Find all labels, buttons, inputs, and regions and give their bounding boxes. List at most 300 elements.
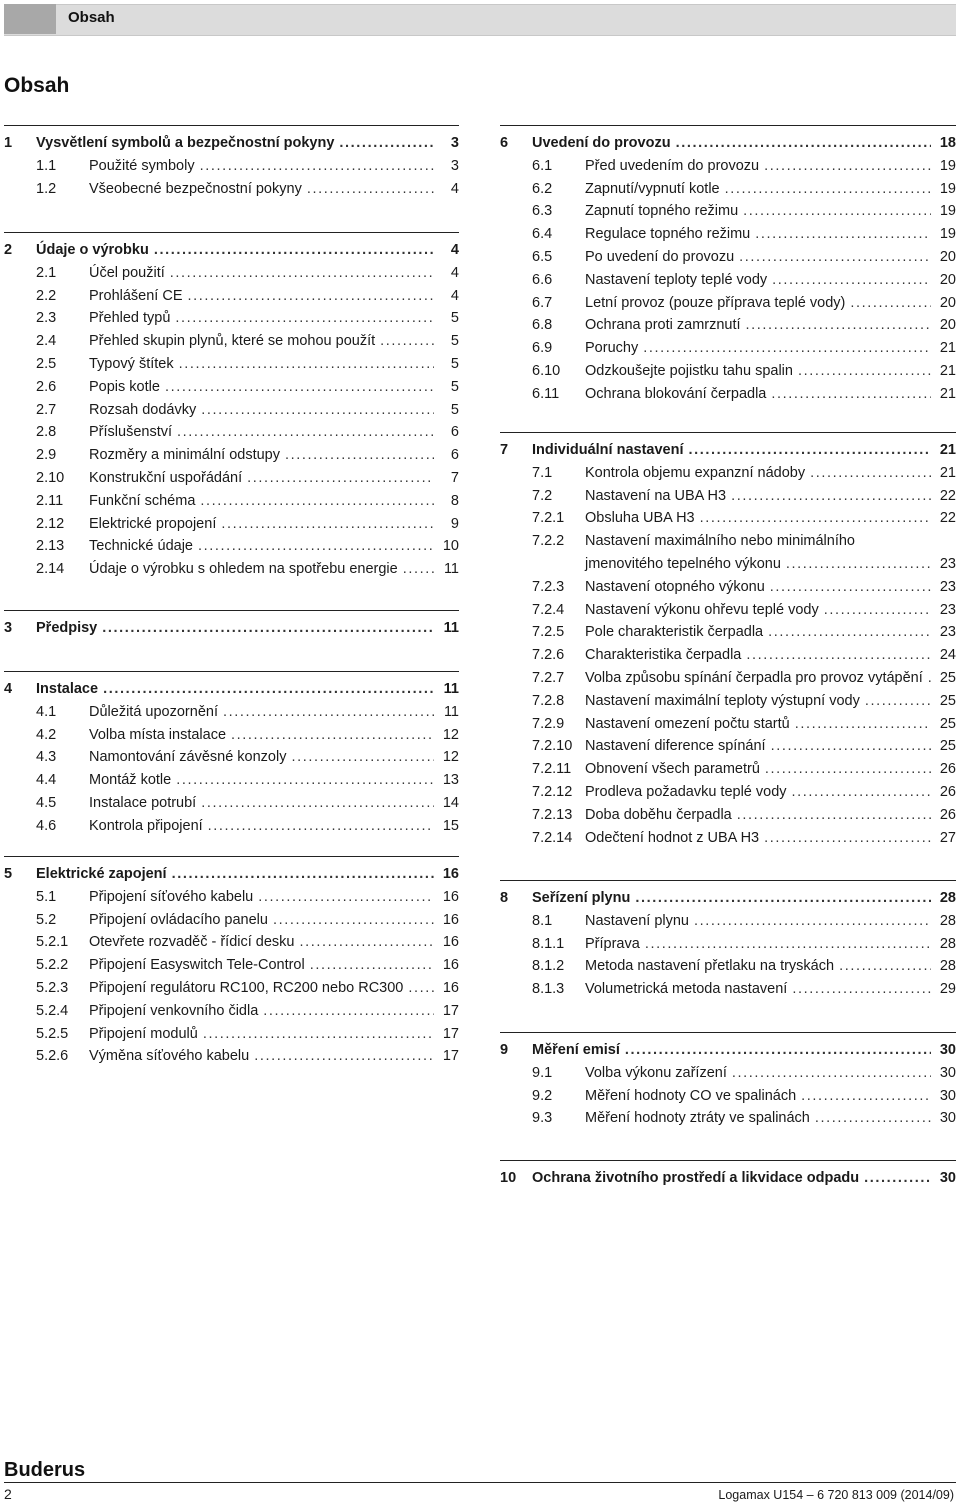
toc-entry-row[interactable] — [4, 310, 459, 333]
toc-entry-title: Prodleva požadavku teplé vody — [585, 783, 787, 800]
toc-entry-page: 19 — [939, 226, 956, 243]
toc-chapter-row[interactable] — [500, 1042, 956, 1065]
toc-entry-page: 7 — [450, 469, 459, 486]
toc-entry-row[interactable] — [4, 356, 459, 379]
toc-chapter-row[interactable] — [4, 681, 459, 704]
toc-dot-leader — [177, 424, 434, 440]
toc-dot-leader — [770, 579, 931, 595]
toc-entry-row[interactable] — [4, 934, 459, 957]
toc-entry-number: 6.2 — [532, 180, 553, 197]
toc-entry-row[interactable] — [4, 447, 459, 470]
toc-entry-title: Účel použití — [89, 264, 165, 281]
toc-entry-page: 20 — [939, 294, 956, 311]
toc-entry-row[interactable] — [4, 772, 459, 795]
toc-entry-row[interactable] — [500, 830, 956, 853]
toc-entry-number: 2.11 — [36, 492, 64, 509]
toc-entry-number: 5.2.5 — [36, 1025, 69, 1042]
toc-entry-number: 7.2.6 — [532, 647, 565, 664]
toc-entry-row[interactable] — [500, 465, 956, 488]
toc-entry-row[interactable] — [500, 807, 956, 830]
toc-entry-row[interactable] — [4, 912, 459, 935]
toc-entry-title: Připojení Easyswitch Tele-Control — [89, 957, 305, 974]
toc-dot-leader — [739, 249, 931, 265]
toc-dot-leader — [208, 818, 434, 834]
toc-entry-row[interactable] — [4, 749, 459, 772]
toc-entry-title: Nastavení maximálního nebo minimálního — [585, 533, 855, 550]
toc-section — [500, 1032, 956, 1133]
toc-dot-leader — [188, 288, 435, 304]
toc-entry-row[interactable] — [4, 424, 459, 447]
toc-entry-page: 28 — [939, 890, 956, 906]
toc-entry-title: Volba místa instalace — [89, 726, 227, 743]
toc-entry-page: 30 — [939, 1170, 956, 1186]
toc-dot-leader — [254, 1048, 434, 1064]
toc-entry-number: 2.1 — [36, 264, 57, 281]
toc-entry-page: 20 — [939, 248, 956, 265]
toc-entry-number: 6.6 — [532, 271, 553, 288]
toc-dot-leader — [172, 866, 434, 882]
toc-entry-row[interactable] — [500, 936, 956, 959]
toc-dot-leader — [768, 624, 931, 640]
toc-entry-page: 25 — [939, 669, 956, 686]
toc-dot-leader — [165, 379, 434, 395]
toc-entry-row[interactable] — [4, 288, 459, 311]
toc-section — [4, 671, 459, 841]
toc-entry-row[interactable] — [500, 693, 956, 716]
toc-entry-row[interactable] — [500, 533, 956, 556]
toc-entry-title: Kontrola objemu expanzní nádoby — [585, 464, 806, 481]
toc-entry-row[interactable] — [500, 386, 956, 409]
toc-entry-row[interactable] — [500, 340, 956, 363]
toc-dot-leader — [198, 538, 434, 554]
toc-dot-leader — [154, 242, 434, 258]
toc-entry-page: 28 — [939, 935, 956, 952]
toc-entry-title: Důležitá upozornění — [89, 703, 218, 720]
toc-entry-number: 4.2 — [36, 726, 57, 743]
toc-entry-title: Letní provoz (pouze příprava teplé vody) — [585, 294, 846, 311]
toc-entry-row[interactable] — [500, 981, 956, 1004]
toc-entry-title: Před uvedením do provozu — [585, 157, 760, 174]
toc-entry-title: Použité symboly — [89, 157, 195, 174]
toc-entry-page: 4 — [450, 264, 459, 281]
toc-entry-number: 6.9 — [532, 340, 553, 357]
toc-entry-number: 7.2 — [532, 487, 553, 504]
toc-entry-title: Nastavení teploty teplé vody — [585, 271, 768, 288]
toc-entry-number: 1.2 — [36, 180, 57, 197]
toc-entry-page: 26 — [939, 761, 956, 778]
toc-entry-page: 5 — [450, 378, 459, 395]
toc-entry-title: Připojení síťového kabelu — [89, 888, 254, 905]
toc-entry-page: 19 — [939, 203, 956, 220]
toc-entry-title: Individuální nastavení — [532, 442, 684, 458]
toc-entry-page: 16 — [442, 888, 459, 905]
toc-dot-leader — [200, 493, 434, 509]
toc-entry-number: 7.1 — [532, 464, 553, 481]
toc-entry-number: 4.4 — [36, 772, 57, 789]
toc-entry-number: 6.7 — [532, 294, 553, 311]
toc-entry-row[interactable] — [4, 957, 459, 980]
toc-dot-leader — [815, 1110, 931, 1126]
toc-entry-page: 5 — [450, 401, 459, 418]
toc-entry-row[interactable] — [500, 1110, 956, 1133]
toc-entry-page: 24 — [939, 647, 956, 664]
toc-dot-leader — [746, 647, 931, 663]
toc-entry-number: 7.2.12 — [532, 783, 573, 800]
toc-entry-page: 3 — [450, 157, 459, 174]
toc-entry-row[interactable] — [4, 402, 459, 425]
toc-entry-number: 5.2 — [36, 911, 57, 928]
toc-entry-row[interactable] — [4, 265, 459, 288]
toc-section — [500, 880, 956, 1004]
toc-entry-row[interactable] — [500, 488, 956, 511]
toc-dot-leader — [700, 510, 931, 526]
buderus-logo — [4, 1458, 104, 1480]
toc-entry-number: 6.3 — [532, 203, 553, 220]
toc-chapter-row[interactable] — [4, 242, 459, 265]
logo-text: Buderus — [4, 1459, 86, 1480]
toc-entry-number: 2.7 — [36, 401, 57, 418]
toc-dot-leader — [635, 890, 931, 906]
toc-entry-page: 30 — [939, 1110, 956, 1127]
toc-entry-number: 7.2.13 — [532, 806, 573, 823]
toc-entry-number: 2.12 — [36, 515, 65, 532]
toc-entry-title: Zapnutí/vypnutí kotle — [585, 180, 720, 197]
toc-section — [4, 232, 459, 584]
toc-entry-number: 6.8 — [532, 317, 553, 334]
toc-entry-title: Nastavení výkonu ohřevu teplé vody — [585, 601, 819, 618]
toc-entry-row[interactable] — [4, 818, 459, 841]
toc-entry-title: Elektrické zapojení — [36, 866, 167, 882]
toc-entry-title: Odzkoušejte pojistku tahu spalin — [585, 362, 793, 379]
toc-entry-page: 21 — [939, 385, 956, 402]
toc-entry-title: Instalace — [36, 681, 99, 697]
toc-entry-page: 21 — [939, 442, 956, 458]
toc-entry-title: jmenovitého tepelného výkonu — [585, 555, 781, 572]
toc-entry-number: 9 — [500, 1042, 509, 1058]
toc-entry-page: 17 — [442, 1002, 459, 1019]
toc-entry-page: 5 — [450, 310, 459, 327]
toc-entry-number: 2.8 — [36, 424, 57, 441]
toc-entry-number: 7.2.3 — [532, 578, 565, 595]
toc-entry-row[interactable] — [500, 1065, 956, 1088]
toc-entry-row[interactable] — [4, 538, 459, 561]
toc-entry-page: 11 — [443, 703, 459, 720]
toc-entry-page: 6 — [450, 424, 459, 441]
toc-entry-row[interactable] — [500, 226, 956, 249]
toc-entry-row[interactable] — [4, 158, 459, 181]
toc-entry-row[interactable] — [500, 295, 956, 318]
toc-entry-page: 10 — [442, 538, 459, 555]
header-title: Obsah — [68, 9, 115, 26]
toc-chapter-row[interactable] — [500, 1170, 956, 1193]
toc-dot-leader — [179, 356, 434, 372]
toc-dot-leader — [273, 912, 434, 928]
toc-entry-title: Seřízení plynu — [532, 890, 631, 906]
toc-section — [4, 856, 459, 1071]
toc-entry-number: 7.2.7 — [532, 669, 565, 686]
toc-dot-leader — [764, 830, 931, 846]
toc-entry-page: 5 — [450, 333, 459, 350]
toc-entry-title: Příslušenství — [89, 424, 172, 441]
toc-chapter-row[interactable] — [4, 135, 459, 158]
toc-dot-leader — [798, 363, 931, 379]
header-bar — [4, 4, 956, 36]
toc-dot-leader — [643, 340, 931, 356]
toc-dot-leader — [792, 981, 931, 997]
toc-entry-page: 26 — [939, 783, 956, 800]
toc-entry-row[interactable] — [500, 716, 956, 739]
toc-entry-number: 8 — [500, 890, 509, 906]
toc-entry-number: 4.5 — [36, 794, 57, 811]
toc-entry-page: 12 — [442, 749, 459, 766]
toc-entry-page: 28 — [939, 958, 956, 975]
toc-entry-row[interactable] — [500, 670, 956, 693]
toc-entry-page: 25 — [939, 738, 956, 755]
toc-dot-leader — [291, 749, 434, 765]
toc-entry-row[interactable] — [500, 738, 956, 761]
toc-entry-page: 25 — [939, 692, 956, 709]
toc-entry-page: 11 — [443, 681, 459, 697]
toc-entry-title: Metoda nastavení přetlaku na tryskách — [585, 958, 835, 975]
toc-entry-title: Údaje o výrobku — [36, 242, 149, 258]
toc-dot-leader — [928, 670, 931, 686]
toc-entry-page: 30 — [939, 1087, 956, 1104]
toc-entry-page: 16 — [442, 979, 459, 996]
toc-entry-page: 14 — [442, 794, 459, 811]
toc-entry-number: 2.3 — [36, 310, 57, 327]
toc-entry-row[interactable] — [500, 647, 956, 670]
toc-entry-page: 22 — [939, 510, 956, 527]
toc-entry-page: 18 — [939, 135, 956, 151]
toc-entry-number: 7.2.8 — [532, 692, 565, 709]
toc-entry-number: 2.9 — [36, 447, 57, 464]
toc-entry-row[interactable] — [4, 379, 459, 402]
toc-section — [500, 1160, 956, 1193]
toc-entry-number: 8.1 — [532, 912, 553, 929]
toc-entry-title: Charakteristika čerpadla — [585, 647, 742, 664]
toc-entry-title: Měření emisí — [532, 1042, 620, 1058]
toc-entry-row[interactable] — [500, 784, 956, 807]
toc-entry-page: 12 — [442, 726, 459, 743]
toc-entry-title: Funkční schéma — [89, 492, 196, 509]
toc-entry-number: 6.10 — [532, 362, 561, 379]
toc-entry-row[interactable] — [500, 556, 956, 579]
toc-section — [500, 432, 956, 852]
toc-entry-row[interactable] — [4, 181, 459, 204]
toc-entry-row[interactable] — [4, 980, 459, 1003]
footer-page-number: 2 — [4, 1486, 12, 1502]
toc-entry-row[interactable] — [4, 516, 459, 539]
toc-chapter-row[interactable] — [4, 866, 459, 889]
toc-entry-title: Všeobecné bezpečnostní pokyny — [89, 180, 302, 197]
toc-entry-page: 11 — [443, 561, 459, 578]
toc-dot-leader — [725, 181, 931, 197]
toc-entry-number: 6.4 — [532, 226, 553, 243]
toc-entry-title: Nastavení maximální teploty výstupní vody — [585, 692, 860, 709]
toc-entry-title: Volba výkonu zařízení — [585, 1064, 727, 1081]
toc-entry-row[interactable] — [4, 727, 459, 750]
toc-entry-number: 7.2.2 — [532, 533, 565, 550]
toc-entry-title: Technické údaje — [89, 538, 193, 555]
toc-entry-page: 21 — [939, 362, 956, 379]
toc-entry-title: Poruchy — [585, 340, 639, 357]
toc-entry-row[interactable] — [4, 333, 459, 356]
toc-entry-row[interactable] — [500, 624, 956, 647]
toc-entry-number: 2.10 — [36, 469, 65, 486]
toc-entry-row[interactable] — [500, 363, 956, 386]
toc-entry-row[interactable] — [4, 561, 459, 584]
toc-dot-leader — [223, 704, 434, 720]
toc-dot-leader — [746, 317, 931, 333]
toc-entry-page: 19 — [939, 157, 956, 174]
toc-entry-number: 7.2.14 — [532, 829, 573, 846]
toc-dot-leader — [645, 936, 931, 952]
toc-entry-number: 1.1 — [36, 157, 57, 174]
toc-entry-page: 23 — [939, 624, 956, 641]
toc-entry-title: Obnovení všech parametrů — [585, 761, 760, 778]
toc-entry-page: 17 — [442, 1025, 459, 1042]
toc-entry-page: 20 — [939, 317, 956, 334]
toc-entry-title: Výměna síťového kabelu — [89, 1048, 250, 1065]
toc-entry-row[interactable] — [500, 249, 956, 272]
toc-entry-title: Typový štítek — [89, 355, 174, 372]
toc-entry-page: 23 — [939, 601, 956, 618]
toc-entry-title: Popis kotle — [89, 378, 160, 395]
toc-entry-page: 19 — [939, 180, 956, 197]
toc-entry-page: 6 — [450, 447, 459, 464]
toc-entry-row[interactable] — [4, 704, 459, 727]
toc-entry-page: 30 — [939, 1042, 956, 1058]
toc-entry-title: Připojení modulů — [89, 1025, 198, 1042]
toc-entry-page: 3 — [450, 135, 459, 151]
toc-entry-number: 7.2.11 — [532, 761, 572, 778]
toc-entry-row[interactable] — [4, 795, 459, 818]
toc-dot-leader — [694, 913, 931, 929]
page-title: Obsah — [4, 74, 70, 97]
toc-entry-title: Regulace topného režimu — [585, 226, 751, 243]
toc-entry-number: 2.13 — [36, 538, 65, 555]
toc-section — [4, 610, 459, 643]
toc-dot-leader — [231, 727, 434, 743]
toc-entry-number: 2 — [4, 242, 13, 258]
toc-dot-leader — [755, 226, 931, 242]
toc-entry-title: Nastavení na UBA H3 — [585, 487, 727, 504]
toc-entry-page: 21 — [939, 464, 956, 481]
toc-dot-leader — [408, 980, 434, 996]
toc-entry-row[interactable] — [4, 470, 459, 493]
toc-entry-title: Kontrola připojení — [89, 817, 203, 834]
toc-entry-row[interactable] — [500, 272, 956, 295]
toc-entry-row[interactable] — [500, 761, 956, 784]
toc-chapter-row[interactable] — [500, 442, 956, 465]
toc-entry-row[interactable] — [500, 510, 956, 533]
toc-entry-row[interactable] — [4, 1048, 459, 1071]
toc-entry-page: 9 — [450, 515, 459, 532]
toc-entry-number: 5.2.2 — [36, 957, 69, 974]
toc-chapter-row[interactable] — [500, 135, 956, 158]
toc-entry-title: Konstrukční uspořádání — [89, 469, 243, 486]
toc-entry-title: Elektrické propojení — [89, 515, 217, 532]
toc-dot-leader — [737, 807, 931, 823]
toc-dot-leader — [221, 516, 434, 532]
toc-entry-title: Nastavení omezení počtu startů — [585, 715, 790, 732]
toc-entry-number: 8.1.2 — [532, 958, 565, 975]
toc-entry-page: 26 — [939, 806, 956, 823]
toc-entry-number: 1 — [4, 135, 13, 151]
toc-entry-title: Nastavení diference spínání — [585, 738, 766, 755]
toc-entry-title: Volba způsobu spínání čerpadla pro provoz vytápění — [585, 669, 923, 686]
footer-doc-reference: Logamax U154 – 6 720 813 009 (2014/09) — [718, 1488, 954, 1502]
toc-entry-row[interactable] — [500, 317, 956, 340]
toc-entry-title: Obsluha UBA H3 — [585, 510, 695, 527]
toc-dot-leader — [170, 265, 434, 281]
toc-entry-title: Pole charakteristik čerpadla — [585, 624, 764, 641]
toc-entry-row[interactable] — [500, 1088, 956, 1111]
toc-entry-row[interactable] — [4, 889, 459, 912]
toc-entry-title: Vysvětlení symbolů a bezpečnostní pokyny — [36, 135, 335, 151]
toc-dot-leader — [786, 556, 931, 572]
toc-entry-number: 7.2.9 — [532, 715, 565, 732]
toc-entry-page: 27 — [939, 829, 956, 846]
toc-entry-number: 10 — [500, 1170, 517, 1186]
toc-entry-title: Uvedení do provozu — [532, 135, 671, 151]
toc-entry-title: Přehled skupin plynů, které se mohou použít — [89, 333, 376, 350]
toc-entry-number: 5.2.4 — [36, 1002, 69, 1019]
toc-entry-title: Ochrana blokování čerpadla — [585, 385, 767, 402]
toc-entry-title: Příprava — [585, 935, 640, 952]
toc-entry-page: 11 — [443, 620, 459, 636]
toc-entry-number: 2.6 — [36, 378, 57, 395]
toc-entry-title: Rozsah dodávky — [89, 401, 197, 418]
toc-entry-page: 4 — [450, 180, 459, 197]
toc-entry-row[interactable] — [4, 493, 459, 516]
toc-entry-page: 16 — [442, 911, 459, 928]
toc-entry-row[interactable] — [500, 602, 956, 625]
toc-entry-page: 20 — [939, 271, 956, 288]
toc-entry-row[interactable] — [500, 913, 956, 936]
toc-dot-leader — [824, 602, 931, 618]
toc-entry-page: 23 — [939, 555, 956, 572]
toc-chapter-row[interactable] — [4, 620, 459, 643]
toc-entry-row[interactable] — [4, 1026, 459, 1049]
toc-entry-row[interactable] — [500, 181, 956, 204]
toc-entry-number: 9.1 — [532, 1064, 553, 1081]
toc-entry-title: Měření hodnoty ztráty ve spalinách — [585, 1110, 810, 1127]
toc-entry-row[interactable] — [500, 203, 956, 226]
toc-chapter-row[interactable] — [500, 890, 956, 913]
toc-entry-number: 9.2 — [532, 1087, 553, 1104]
toc-entry-number: 5.1 — [36, 888, 57, 905]
toc-dot-leader — [772, 272, 931, 288]
toc-dot-leader — [102, 620, 434, 636]
toc-dot-leader — [310, 957, 434, 973]
toc-entry-page: 29 — [939, 981, 956, 998]
toc-dot-leader — [688, 442, 931, 458]
toc-entry-title: Instalace potrubí — [89, 794, 197, 811]
toc-dot-leader — [175, 310, 434, 326]
toc-entry-page: 13 — [442, 772, 459, 789]
toc-entry-number: 5.2.1 — [36, 934, 69, 951]
toc-entry-row[interactable] — [500, 958, 956, 981]
toc-entry-row[interactable] — [500, 158, 956, 181]
toc-dot-leader — [203, 1026, 434, 1042]
toc-entry-row[interactable] — [500, 579, 956, 602]
toc-entry-row[interactable] — [4, 1003, 459, 1026]
toc-entry-page: 23 — [939, 578, 956, 595]
toc-entry-page: 17 — [442, 1048, 459, 1065]
toc-dot-leader — [258, 889, 434, 905]
toc-entry-title: Předpisy — [36, 620, 98, 636]
